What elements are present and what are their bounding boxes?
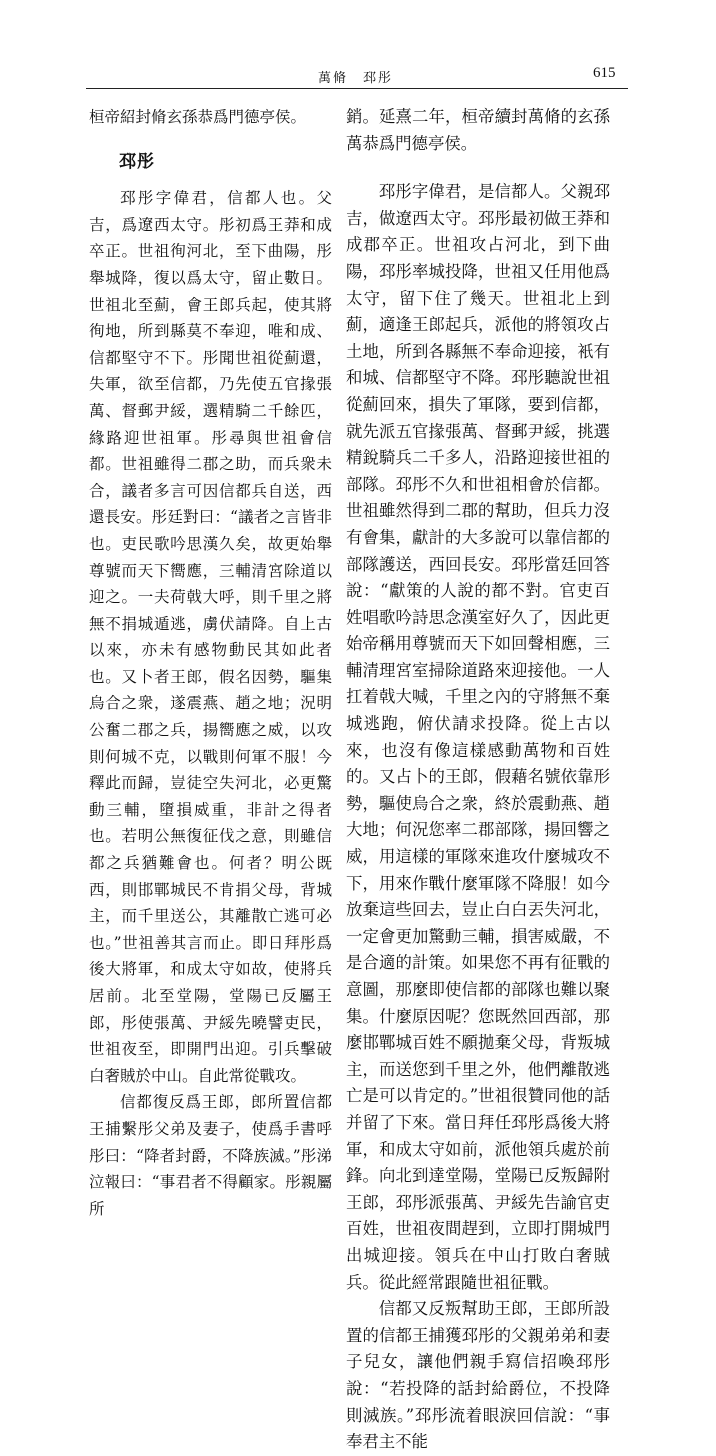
translation-paragraph-2: 信都又反叛幫助王郎，王郎所設置的信都王捕獲邳彤的父親弟弟和妻子兒女，讓他們親手寫信招喚邳彤說：“若投降的話封給爵位，不投降則滅族。”邳彤流着眼淚回信說：“事奉君主不能 — [346, 1299, 610, 1452]
header-rule — [86, 88, 628, 89]
section-gap — [346, 157, 610, 179]
translation-column — [346, 104, 610, 1452]
running-title: 萬脩 邳彤 — [318, 71, 394, 86]
classical-text-column — [89, 104, 332, 1218]
translation-paragraph-1: 邳彤字偉君，是信都人。父親邳吉，做遼西太守。邳彤最初做王莽和成郡卒正。世祖攻占河北，到下曲陽，邳彤率城投降，世祖又任用他爲太守，留下住了幾天。世祖北上到薊，適逢王郎起兵，派他的將領攻占土地，所到各縣無不奉命迎接，衹有和城、信都堅守不降。邳彤聽說世祖從薊回來，損失了軍隊，要到信都，就先派五官掾張萬、督郵尹綏，挑選精銳騎兵二千多人，沿路迎接世祖的部隊。邳彤不久和世祖相會於信都。世祖雖然得到二郡的幫助，但兵力沒有會集，獻計的大多說可以靠信都的部隊護送，西回長安。邳彤當廷回答說：“獻策的人說的都不對。官吏百姓唱歌吟詩思念漢室好久了，因此更始帝稱用尊號而天下如回聲相應，三輔清理宮室掃除道路來迎接他。一人扛着戟大喊，千里之內的守將無不棄城逃跑，俯伏請求投降。從上古以來，也沒有像這樣感動萬物和百姓的。又占卜的王郎，假藉名號依靠形勢，驅使烏合之衆，終於震動燕、趙大地；何況您率二郡部隊，揚回響之威，用這樣的軍隊來進攻什麼城攻不下，用來作戰什麼軍隊不降服！如今放棄這些回去，豈止白白丟失河北，一定會更加驚動三輔，損害威嚴，不是合適的計策。如果您不再有征戰的意圖，那麼即使信都的部隊也難以聚集。什麼原因呢？您既然回西部，那麼邯鄲城百姓不願拋棄父母，背叛城主，而送您到千里之外，他們離散逃亡是可以肯定的。”世祖很贊同他的話并留了下來。當日拜任邳彤爲後大將軍，和成太守如前，派他領兵處於前鋒。向北到達堂陽，堂陽已反叛歸附王郎，邳彤派張萬、尹綏先告諭官吏百姓，世祖夜間趕到，立即打開城門出城迎接。領兵在中山打敗白奢賊兵。從此經常跟隨世祖征戰。 — [346, 182, 610, 1292]
previous-section-tail: 桓帝紹封脩玄孫恭爲門德亭侯。 — [89, 108, 307, 126]
page-number: 615 — [593, 65, 616, 81]
section-title: 邳彤 — [119, 151, 155, 172]
classical-paragraph-2: 信都復反爲王郎，郎所置信都王捕繫彤父弟及妻子，使爲手書呼彤曰：“降者封爵，不降族滅。”彤涕泣報曰：“事君者不得顧家。彤親屬所 — [89, 1093, 332, 1218]
page-header — [0, 0, 716, 90]
translation-previous-tail: 銷。延熹二年，桓帝續封萬脩的玄孫萬恭爲門德亭侯。 — [346, 107, 610, 153]
classical-paragraph-1: 邳彤字偉君，信都人也。父吉，爲遼西太守。彤初爲王莽和成卒正。世祖徇河北，至下曲陽，彤舉城降，復以爲太守，留止數日。世祖北至薊，會王郎兵起，使其將徇地，所到縣莫不奉迎，唯和成、信都堅守不下。彤聞世祖從薊還，失軍，欲至信都，乃先使五官掾張萬、督郵尹綏，選精騎二千餘匹，緣路迎世祖軍。彤尋與世祖會信都。世祖雖得二郡之助，而兵衆未合，議者多言可因信都兵自送，西還長安。彤廷對曰：“議者之言皆非也。吏民歌吟思漢久矣，故更始舉尊號而天下嚮應，三輔清宮除道以迎之。一夫荷戟大呼，則千里之將無不捐城遁逃，虜伏請降。自上古以來，亦未有感物動民其如此者也。又卜者王郎，假名因勢，驅集烏合之衆，遂震燕、趙之地；況明公奮二郡之兵，揚嚮應之威，以攻則何城不克，以戰則何軍不服！今釋此而歸，豈徒空失河北，必更驚動三輔，墮損威重，非計之得者也。若明公無復征伐之意，則雖信都之兵猶難會也。何者？明公既西，則邯鄲城民不肯捐父母，背城主，而千里送公，其離散亡逃可必也。”世祖善其言而止。即日拜彤爲後大將軍，和成太守如故，使將兵居前。北至堂陽，堂陽已反屬王郎，彤使張萬、尹綏先曉譬吏民，世祖夜至，即開門出迎。引兵擊破白奢賊於中山。自此常從戰攻。 — [89, 189, 332, 1085]
